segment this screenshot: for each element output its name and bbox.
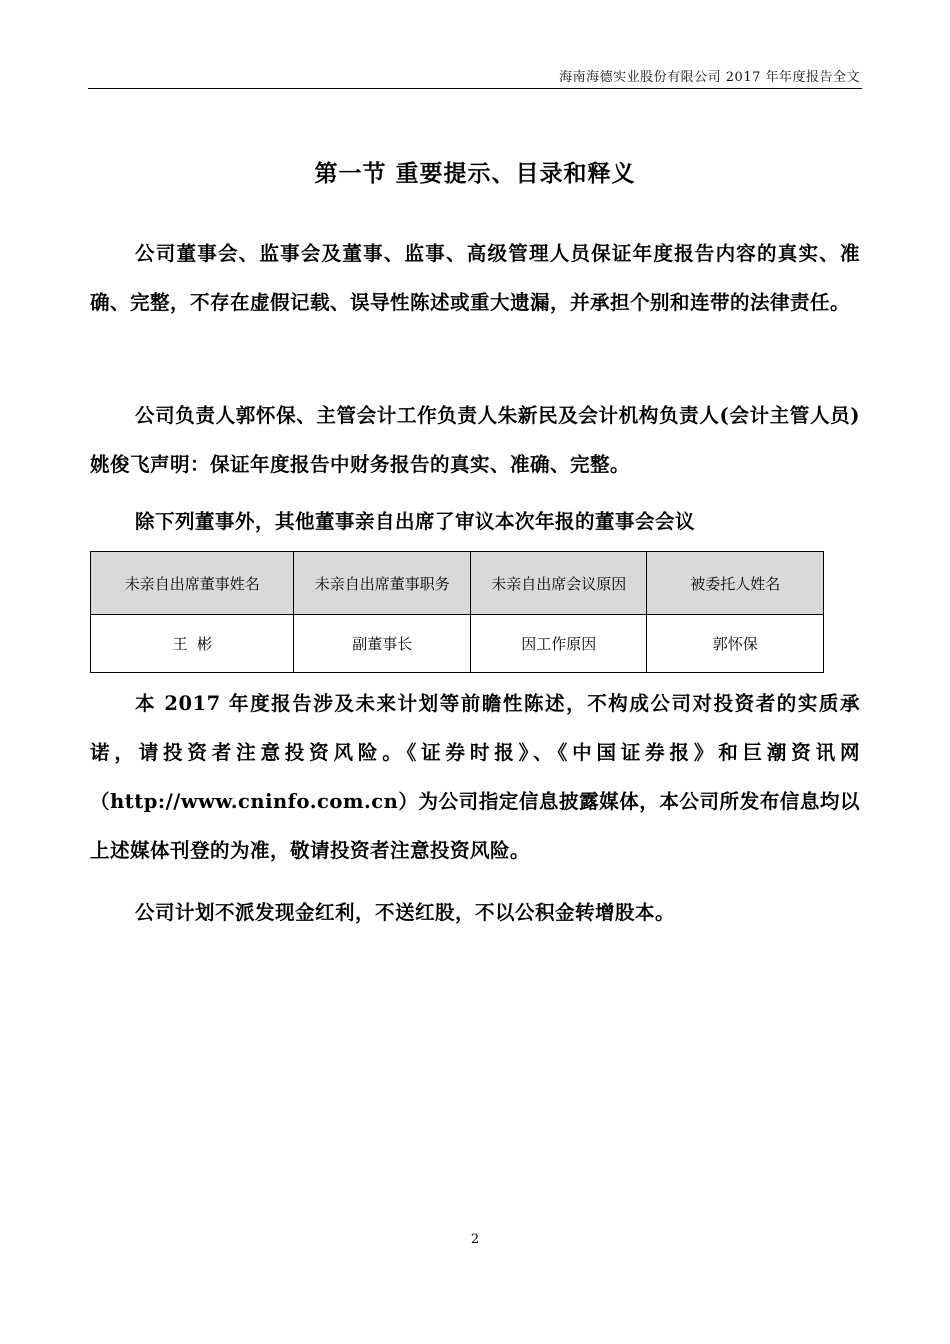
absent-directors-table: [90, 551, 824, 673]
header-rule: [88, 88, 862, 89]
table-header-cell: 未亲自出席董事职务: [294, 552, 471, 615]
paragraph-financial-declaration: 公司负责人郭怀保、主管会计工作负责人朱新民及会计机构负责人(会计主管人员)姚俊飞声明：保证年度报告中财务报告的真实、准确、完整。: [90, 404, 860, 476]
document-header: 海南海德实业股份有限公司 2017 年年度报告全文: [559, 70, 860, 85]
table-cell: 郭怀保: [647, 615, 824, 673]
table-cell: 因工作原因: [470, 615, 647, 673]
paragraph-forward-looking-statement: 本 2017 年度报告涉及未来计划等前瞻性陈述，不构成公司对投资者的实质承诺，请投资者注意投资风险。《证券时报》、《中国证券报》和巨潮资讯网（http://www.cninfo.com.cn）为公司指定信息披露媒体，本公司所发布信息均以上述媒体刊登的为准，敬请投资者注意投资风险。: [90, 692, 860, 862]
paragraph-absent-directors-intro: 除下列董事外，其他董事亲自出席了审议本次年报的董事会会议: [135, 510, 696, 533]
table-row: [91, 615, 824, 673]
paragraph-dividend-plan: 公司计划不派发现金红利，不送红股，不以公积金转增股本。: [135, 901, 676, 924]
table-header-cell: 未亲自出席董事姓名: [91, 552, 294, 615]
table-header-cell: 未亲自出席会议原因: [470, 552, 647, 615]
section-title: 第一节 重要提示、目录和释义: [314, 160, 636, 187]
table-cell: 副董事长: [294, 615, 471, 673]
table-cell: 王 彬: [91, 615, 294, 673]
page-number: 2: [470, 1232, 480, 1247]
table-header-row: [91, 552, 824, 615]
paragraph-responsibility-statement: 公司董事会、监事会及董事、监事、高级管理人员保证年度报告内容的真实、准确、完整，不存在虚假记载、误导性陈述或重大遗漏，并承担个别和连带的法律责任。: [90, 242, 860, 314]
table-header-cell: 被委托人姓名: [647, 552, 824, 615]
